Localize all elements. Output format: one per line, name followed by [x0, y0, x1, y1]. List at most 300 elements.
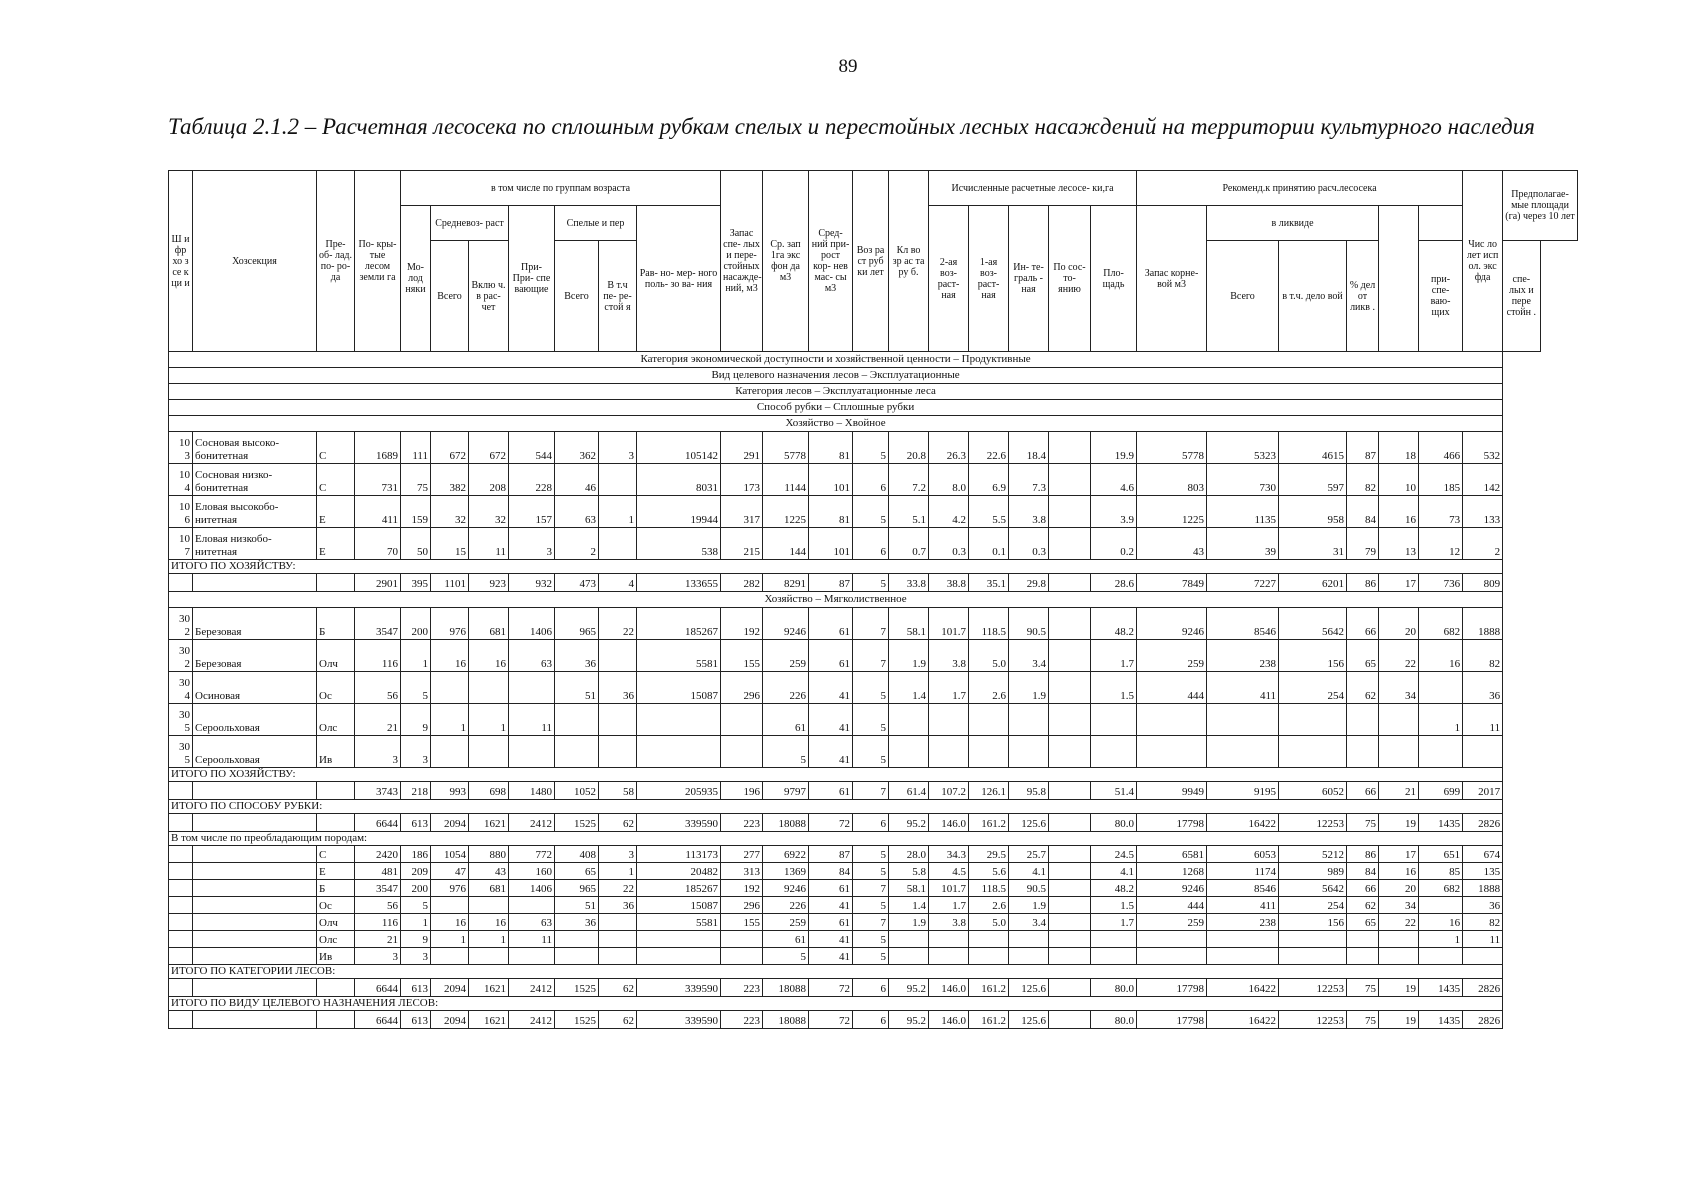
- value-cell: 2420: [355, 846, 401, 863]
- itogo-myagkolist-row: [169, 782, 1578, 800]
- value-cell: [721, 948, 763, 965]
- preob-poroda-cell: Олч: [317, 914, 355, 931]
- myagkolist-row: [169, 704, 1578, 736]
- value-cell: 186: [401, 846, 431, 863]
- value-cell: [1049, 608, 1091, 640]
- value-cell: 161.2: [969, 979, 1009, 997]
- section-hoz-hvoynoe: Хозяйство – Хвойное: [169, 416, 1503, 432]
- value-cell: 1054: [431, 846, 469, 863]
- value-cell: 192: [721, 880, 763, 897]
- header-rekomend: Рекоменд.к принятию расч.лесосека: [1137, 171, 1463, 206]
- value-cell: 8546: [1207, 608, 1279, 640]
- value-cell: [509, 736, 555, 768]
- value-cell: 41: [809, 931, 853, 948]
- value-cell: 9195: [1207, 782, 1279, 800]
- value-cell: 36: [599, 672, 637, 704]
- value-cell: [929, 948, 969, 965]
- value-cell: [1049, 914, 1091, 931]
- value-cell: 1.7: [929, 672, 969, 704]
- value-cell: 12: [1419, 528, 1463, 560]
- value-cell: 51.4: [1091, 782, 1137, 800]
- header-1-vozrastnaya: 1-ая воз- раст- ная: [969, 206, 1009, 352]
- value-cell: 16: [431, 914, 469, 931]
- value-cell: 3.9: [1091, 496, 1137, 528]
- value-cell: 1268: [1137, 863, 1207, 880]
- value-cell: [509, 948, 555, 965]
- value-cell: 82: [1347, 464, 1379, 496]
- value-cell: [1279, 931, 1347, 948]
- value-cell: [1049, 948, 1091, 965]
- value-cell: [599, 464, 637, 496]
- value-cell: 5: [853, 931, 889, 948]
- value-cell: 1406: [509, 880, 555, 897]
- value-cell: [1049, 736, 1091, 768]
- value-cell: 24.5: [1091, 846, 1137, 863]
- myagkolist-row: [169, 608, 1578, 640]
- value-cell: 2094: [431, 814, 469, 832]
- value-cell: 113173: [637, 846, 721, 863]
- header-2-vozrastnaya: 2-ая воз- раст- ная: [929, 206, 969, 352]
- value-cell: 1: [599, 863, 637, 880]
- value-cell: 66: [1347, 880, 1379, 897]
- value-cell: 296: [721, 672, 763, 704]
- value-cell: 3.4: [1009, 640, 1049, 672]
- value-cell: 238: [1207, 640, 1279, 672]
- value-cell: [1207, 736, 1279, 768]
- value-cell: 31: [1279, 528, 1347, 560]
- hozsekciya-cell: [193, 880, 317, 897]
- value-cell: 674: [1463, 846, 1503, 863]
- value-cell: 291: [721, 432, 763, 464]
- value-cell: [1347, 736, 1379, 768]
- value-cell: 72: [809, 1011, 853, 1029]
- value-cell: 282: [721, 574, 763, 592]
- value-cell: 3: [401, 736, 431, 768]
- value-cell: 228: [509, 464, 555, 496]
- value-cell: 61: [809, 782, 853, 800]
- value-cell: [1049, 672, 1091, 704]
- value-cell: 58.1: [889, 880, 929, 897]
- preob-poroda-cell: [317, 979, 355, 997]
- value-cell: [599, 704, 637, 736]
- value-cell: 223: [721, 1011, 763, 1029]
- value-cell: 1621: [469, 814, 509, 832]
- value-cell: 3: [401, 948, 431, 965]
- value-cell: 25.7: [1009, 846, 1049, 863]
- value-cell: 1.9: [889, 914, 929, 931]
- value-cell: [1463, 948, 1503, 965]
- value-cell: 75: [1347, 814, 1379, 832]
- value-cell: 16: [469, 914, 509, 931]
- value-cell: 82: [1463, 914, 1503, 931]
- hozsekciya-cell: [193, 640, 317, 672]
- value-cell: [1207, 704, 1279, 736]
- value-cell: 17798: [1137, 1011, 1207, 1029]
- value-cell: 9246: [763, 880, 809, 897]
- value-cell: 20482: [637, 863, 721, 880]
- value-cell: 1.4: [889, 897, 929, 914]
- value-cell: 135: [1463, 863, 1503, 880]
- value-cell: 1888: [1463, 880, 1503, 897]
- value-cell: [969, 704, 1009, 736]
- value-cell: 7.2: [889, 464, 929, 496]
- value-cell: 8031: [637, 464, 721, 496]
- value-cell: 223: [721, 979, 763, 997]
- value-cell: 6581: [1137, 846, 1207, 863]
- value-cell: [1091, 931, 1137, 948]
- value-cell: [1347, 948, 1379, 965]
- value-cell: 411: [1207, 897, 1279, 914]
- table-body: [169, 352, 1578, 1029]
- value-cell: 672: [469, 432, 509, 464]
- value-cell: 362: [555, 432, 599, 464]
- value-cell: 32: [431, 496, 469, 528]
- value-cell: 1: [469, 704, 509, 736]
- value-cell: 11: [1463, 931, 1503, 948]
- value-cell: [1137, 948, 1207, 965]
- value-cell: 613: [401, 1011, 431, 1029]
- myagkolist-row: [169, 672, 1578, 704]
- value-cell: [1009, 948, 1049, 965]
- value-cell: 36: [1463, 897, 1503, 914]
- hozsekciya-name-top: [195, 741, 314, 754]
- value-cell: 18.4: [1009, 432, 1049, 464]
- shifr-cell: [169, 846, 193, 863]
- value-cell: 19: [1379, 1011, 1419, 1029]
- value-cell: 16: [469, 640, 509, 672]
- value-cell: [889, 948, 929, 965]
- value-cell: 218: [401, 782, 431, 800]
- value-cell: [929, 736, 969, 768]
- value-cell: 339590: [637, 814, 721, 832]
- preob-poroda-cell: Е: [317, 496, 355, 528]
- preob-poroda-cell: [317, 814, 355, 832]
- value-cell: 62: [1347, 672, 1379, 704]
- breakdown-row: [169, 914, 1578, 931]
- header-po-sostoyaniyu: По сос- то- янию: [1049, 206, 1091, 352]
- header-integralnaya: Ин- те- граль - ная: [1009, 206, 1049, 352]
- value-cell: 16: [1419, 640, 1463, 672]
- value-cell: 95.8: [1009, 782, 1049, 800]
- value-cell: 33.8: [889, 574, 929, 592]
- value-cell: [1137, 736, 1207, 768]
- value-cell: [1463, 736, 1503, 768]
- value-cell: 156: [1279, 640, 1347, 672]
- value-cell: [1009, 704, 1049, 736]
- breakdown-row: [169, 931, 1578, 948]
- preob-poroda-cell: Олс: [317, 704, 355, 736]
- value-cell: [1091, 704, 1137, 736]
- value-cell: 65: [1347, 640, 1379, 672]
- shifr-bottom: 4: [184, 482, 190, 494]
- value-cell: 1.9: [1009, 672, 1049, 704]
- value-cell: 238: [1207, 914, 1279, 931]
- value-cell: 101: [809, 528, 853, 560]
- shifr-cell: [169, 608, 193, 640]
- value-cell: 958: [1279, 496, 1347, 528]
- header-spelye: Спелые и пер: [555, 206, 637, 241]
- value-cell: 2826: [1463, 814, 1503, 832]
- value-cell: 41: [809, 948, 853, 965]
- value-cell: [1049, 897, 1091, 914]
- value-cell: 82: [1463, 640, 1503, 672]
- value-cell: 5: [763, 736, 809, 768]
- value-cell: 66: [1347, 782, 1379, 800]
- value-cell: 19944: [637, 496, 721, 528]
- value-cell: 22: [1379, 640, 1419, 672]
- value-cell: 1.7: [929, 897, 969, 914]
- value-cell: 3547: [355, 608, 401, 640]
- value-cell: 3.8: [929, 640, 969, 672]
- value-cell: 651: [1419, 846, 1463, 863]
- shifr-top: 10: [179, 533, 190, 545]
- value-cell: [721, 736, 763, 768]
- value-cell: 84: [809, 863, 853, 880]
- hozsekciya-cell: [193, 863, 317, 880]
- value-cell: 1435: [1419, 814, 1463, 832]
- value-cell: 1.7: [1091, 640, 1137, 672]
- value-cell: 79: [1347, 528, 1379, 560]
- shifr-cell: [169, 979, 193, 997]
- value-cell: 209: [401, 863, 431, 880]
- shifr-cell: [169, 1011, 193, 1029]
- value-cell: 173: [721, 464, 763, 496]
- value-cell: 9797: [763, 782, 809, 800]
- header-predpolag: Предполагае- мые площади (га) через 10 лет: [1503, 171, 1578, 241]
- itogo-kategorii-row: [169, 979, 1578, 997]
- value-cell: 22.6: [969, 432, 1009, 464]
- page-number: 89: [838, 56, 858, 77]
- value-cell: [431, 948, 469, 965]
- value-cell: 254: [1279, 672, 1347, 704]
- value-cell: 41: [809, 897, 853, 914]
- itogo-sposob-row: [169, 814, 1578, 832]
- value-cell: 196: [721, 782, 763, 800]
- value-cell: 1888: [1463, 608, 1503, 640]
- value-cell: 17798: [1137, 979, 1207, 997]
- value-cell: 682: [1419, 608, 1463, 640]
- value-cell: 1.7: [1091, 914, 1137, 931]
- preob-poroda-cell: Б: [317, 608, 355, 640]
- shifr-bottom: 3: [184, 450, 190, 462]
- value-cell: 0.7: [889, 528, 929, 560]
- value-cell: 1: [469, 931, 509, 948]
- value-cell: [1379, 704, 1419, 736]
- value-cell: 144: [763, 528, 809, 560]
- shifr-cell: [169, 432, 193, 464]
- value-cell: 3: [509, 528, 555, 560]
- value-cell: 1: [431, 704, 469, 736]
- value-cell: 0.1: [969, 528, 1009, 560]
- value-cell: 34: [1379, 672, 1419, 704]
- header-v-likvide: в ликвиде: [1207, 206, 1379, 241]
- value-cell: [1009, 931, 1049, 948]
- value-cell: 5: [853, 432, 889, 464]
- value-cell: 1101: [431, 574, 469, 592]
- header-shifr: Ш и фр хо з се к ци и: [169, 171, 193, 352]
- value-cell: 12253: [1279, 1011, 1347, 1029]
- value-cell: 544: [509, 432, 555, 464]
- value-cell: 7: [853, 608, 889, 640]
- value-cell: 2094: [431, 1011, 469, 1029]
- value-cell: 215: [721, 528, 763, 560]
- value-cell: 1.5: [1091, 897, 1137, 914]
- value-cell: 22: [1379, 914, 1419, 931]
- value-cell: 58.1: [889, 608, 929, 640]
- value-cell: 803: [1137, 464, 1207, 496]
- value-cell: [1049, 528, 1091, 560]
- value-cell: 259: [763, 640, 809, 672]
- value-cell: 3547: [355, 880, 401, 897]
- value-cell: 90.5: [1009, 608, 1049, 640]
- value-cell: 965: [555, 880, 599, 897]
- value-cell: 200: [401, 880, 431, 897]
- value-cell: 66: [1347, 608, 1379, 640]
- hozsekciya-name-bottom: Березовая: [195, 658, 242, 670]
- value-cell: 5.1: [889, 496, 929, 528]
- header-zapas: Запас спе- лых и пере- стойных насажде- ний, м3: [721, 171, 763, 352]
- value-cell: 226: [763, 672, 809, 704]
- value-cell: 16422: [1207, 814, 1279, 832]
- value-cell: 185267: [637, 880, 721, 897]
- value-cell: 95.2: [889, 1011, 929, 1029]
- value-cell: 43: [469, 863, 509, 880]
- itogo-kategorii-label-text: ИТОГО ПО КАТЕГОРИИ ЛЕСОВ:: [169, 965, 1503, 979]
- value-cell: 146.0: [929, 1011, 969, 1029]
- value-cell: [1049, 880, 1091, 897]
- shifr-top: 30: [179, 741, 190, 753]
- value-cell: 84: [1347, 496, 1379, 528]
- value-cell: 75: [401, 464, 431, 496]
- value-cell: [889, 704, 929, 736]
- value-cell: 32: [469, 496, 509, 528]
- value-cell: 1174: [1207, 863, 1279, 880]
- value-cell: 880: [469, 846, 509, 863]
- value-cell: 6.9: [969, 464, 1009, 496]
- preob-poroda-cell: [317, 782, 355, 800]
- value-cell: 36: [599, 897, 637, 914]
- header-empty-rek: [1379, 206, 1419, 352]
- value-cell: 5581: [637, 914, 721, 931]
- value-cell: [1049, 496, 1091, 528]
- value-cell: 208: [469, 464, 509, 496]
- value-cell: 9246: [1137, 608, 1207, 640]
- value-cell: 989: [1279, 863, 1347, 880]
- value-cell: 105142: [637, 432, 721, 464]
- value-cell: [637, 736, 721, 768]
- value-cell: 36: [1463, 672, 1503, 704]
- value-cell: 36: [555, 640, 599, 672]
- value-cell: 16: [1379, 496, 1419, 528]
- preob-poroda-cell: Ив: [317, 736, 355, 768]
- value-cell: 61: [763, 704, 809, 736]
- value-cell: 382: [431, 464, 469, 496]
- value-cell: 1: [431, 931, 469, 948]
- shifr-cell: [169, 863, 193, 880]
- value-cell: 395: [401, 574, 431, 592]
- value-cell: 7: [853, 782, 889, 800]
- header-chislo-let: Чис ло лет исп ол. экс фда: [1463, 171, 1503, 352]
- value-cell: 9: [401, 704, 431, 736]
- value-cell: 46: [555, 464, 599, 496]
- value-cell: 118.5: [969, 608, 1009, 640]
- value-cell: [555, 736, 599, 768]
- value-cell: 5.5: [969, 496, 1009, 528]
- shifr-cell: [169, 704, 193, 736]
- hozsekciya-cell: [193, 931, 317, 948]
- breakdown-row: [169, 846, 1578, 863]
- value-cell: 2826: [1463, 979, 1503, 997]
- value-cell: [1091, 736, 1137, 768]
- value-cell: [599, 528, 637, 560]
- value-cell: 101.7: [929, 608, 969, 640]
- value-cell: 85: [1419, 863, 1463, 880]
- value-cell: 7.3: [1009, 464, 1049, 496]
- value-cell: 2.6: [969, 897, 1009, 914]
- value-cell: 772: [509, 846, 555, 863]
- value-cell: 681: [469, 880, 509, 897]
- value-cell: 1689: [355, 432, 401, 464]
- value-cell: 20: [1379, 880, 1419, 897]
- value-cell: [637, 948, 721, 965]
- hozsekciya-name-bottom: Осиновая: [195, 690, 241, 702]
- hozsekciya-cell: [193, 496, 317, 528]
- value-cell: 1525: [555, 814, 599, 832]
- value-cell: 444: [1137, 897, 1207, 914]
- value-cell: 125.6: [1009, 1011, 1049, 1029]
- value-cell: 19.9: [1091, 432, 1137, 464]
- shifr-top: 10: [179, 501, 190, 513]
- breakdown-row: [169, 863, 1578, 880]
- value-cell: 473: [555, 574, 599, 592]
- value-cell: 72: [809, 979, 853, 997]
- header-sred-vsego: Всего: [431, 241, 469, 352]
- itogo-myagkolist-label-text: ИТОГО ПО ХОЗЯЙСТВУ:: [169, 768, 1503, 782]
- shifr-cell: [169, 914, 193, 931]
- header-likvid-delovoy: в т.ч. дело вой: [1279, 241, 1347, 352]
- value-cell: 12253: [1279, 979, 1347, 997]
- value-cell: 1435: [1419, 1011, 1463, 1029]
- section-hoz-myagkolist: [169, 592, 1578, 608]
- value-cell: 3: [355, 736, 401, 768]
- value-cell: [469, 897, 509, 914]
- hozsekciya-name-bottom: Сероольховая: [195, 722, 260, 734]
- shifr-cell: [169, 880, 193, 897]
- value-cell: [1049, 846, 1091, 863]
- value-cell: 532: [1463, 432, 1503, 464]
- value-cell: [1049, 640, 1091, 672]
- value-cell: 976: [431, 608, 469, 640]
- value-cell: 156: [1279, 914, 1347, 931]
- value-cell: 48.2: [1091, 880, 1137, 897]
- hozsekciya-cell: [193, 528, 317, 560]
- hvoynoe-row: [169, 432, 1578, 464]
- value-cell: 35.1: [969, 574, 1009, 592]
- value-cell: 70: [355, 528, 401, 560]
- shifr-bottom: 7: [184, 546, 190, 558]
- hozsekciya-name-bottom: бонитетная: [195, 482, 249, 494]
- value-cell: 481: [355, 863, 401, 880]
- value-cell: [637, 704, 721, 736]
- value-cell: 5: [853, 672, 889, 704]
- value-cell: 1: [401, 914, 431, 931]
- value-cell: 155: [721, 640, 763, 672]
- value-cell: 538: [637, 528, 721, 560]
- value-cell: 101.7: [929, 880, 969, 897]
- value-cell: 41: [809, 704, 853, 736]
- header-prispevayushie: При- При- спе вающие: [509, 206, 555, 352]
- itogo-sposob-label-text: ИТОГО ПО СПОСОБУ РУБКИ:: [169, 800, 1503, 814]
